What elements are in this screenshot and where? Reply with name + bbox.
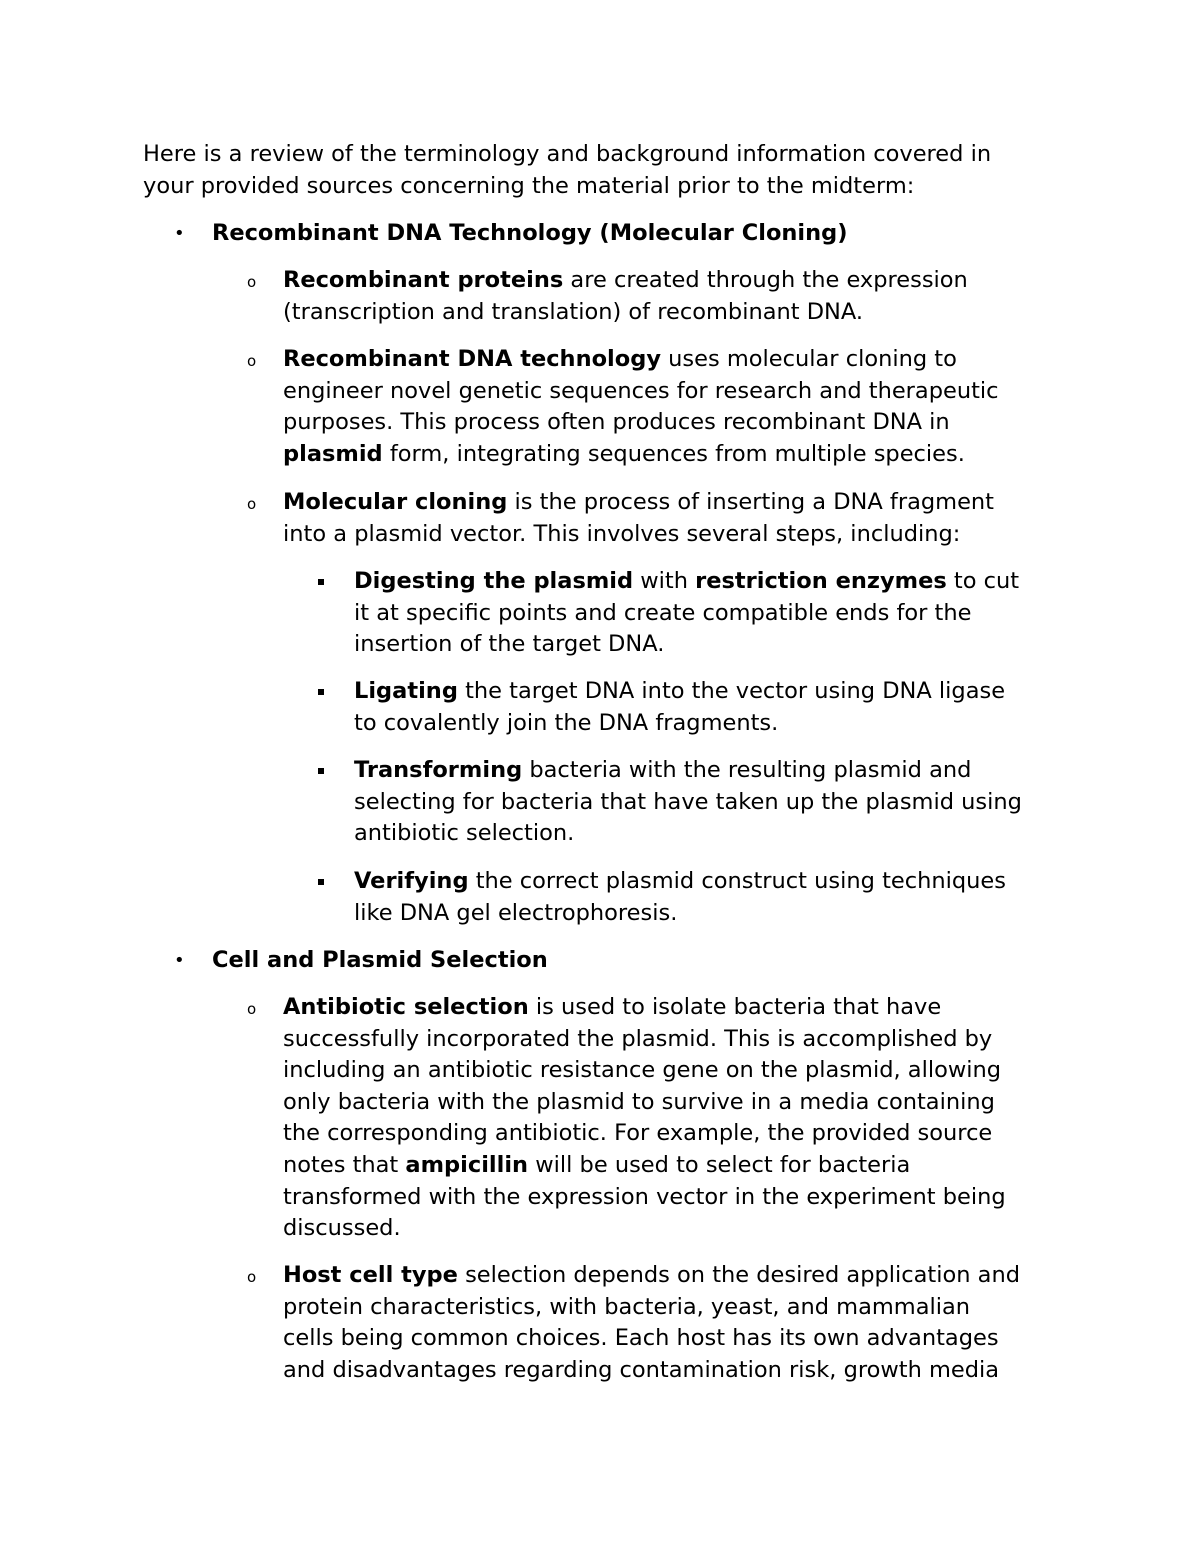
term: plasmid (283, 440, 383, 467)
circle-bullet-icon: o (247, 352, 257, 370)
intro-line: your provided sources concerning the material prior to the midterm: (143, 172, 915, 199)
text-run: the target DNA into the vector using DNA ligase (457, 678, 1006, 704)
bullet-icon: • (174, 223, 185, 244)
text-line (283, 344, 1073, 376)
text-line: and disadvantages regarding contamination risk, growth media (283, 1356, 1000, 1383)
text-line: into a plasmid vector. This involves several steps, including: (283, 520, 961, 547)
text-line: including an antibiotic resistance gene on the plasmid, allowing (283, 1057, 1002, 1084)
text-run: notes that (283, 1151, 406, 1178)
text-line (354, 566, 1084, 598)
text-run: with (633, 568, 696, 594)
text-line: purposes. This process often produces recombinant DNA in (283, 409, 950, 436)
circle-bullet-icon: o (247, 273, 257, 291)
text-line (283, 439, 1073, 471)
text-line: transformed with the expression vector in the experiment being (283, 1183, 1006, 1210)
list-item (354, 676, 1084, 739)
square-bullet-icon (318, 768, 324, 774)
text-line (283, 1260, 1073, 1292)
section-heading-text: Recombinant DNA Technology (Molecular Cloning) (212, 220, 848, 246)
text-line: discussed. (283, 1215, 401, 1242)
text-line: antibiotic selection. (354, 820, 575, 847)
list-item (354, 755, 1084, 850)
text-line (283, 265, 1073, 297)
list-item (354, 866, 1084, 929)
square-bullet-icon (318, 879, 324, 885)
square-bullet-icon (318, 579, 324, 585)
term: Molecular cloning (283, 489, 508, 515)
text-line (283, 992, 1073, 1024)
term: restriction enzymes (695, 568, 947, 594)
text-line: successfully incorporated the plasmid. This is accomplished by (283, 1025, 993, 1052)
circle-bullet-icon: o (247, 495, 257, 513)
text-line: (transcription and translation) of recombinant DNA. (283, 298, 864, 325)
term: Verifying (354, 868, 469, 894)
text-line: to covalently join the DNA fragments. (354, 709, 779, 736)
term: Host cell type (283, 1262, 458, 1288)
term: Antibiotic selection (283, 994, 529, 1020)
text-run: uses molecular cloning to (661, 346, 957, 372)
section-heading (212, 945, 1112, 977)
text-line: cells being common choices. Each host has its own advantages (283, 1325, 999, 1352)
text-line: insertion of the target DNA. (354, 631, 665, 658)
text-run: is the process of inserting a DNA fragment (507, 489, 995, 515)
text-line: the corresponding antibiotic. For example, the provided source (283, 1120, 993, 1147)
term: Recombinant proteins (283, 267, 564, 293)
list-item (283, 992, 1073, 1245)
text-run: bacteria with the resulting plasmid and (522, 757, 972, 783)
section-heading (212, 218, 1112, 250)
intro-line: Here is a review of the terminology and background information covered in (143, 141, 992, 167)
text-line: protein characteristics, with bacteria, yeast, and mammalian (283, 1293, 971, 1320)
term: Recombinant DNA technology (283, 346, 661, 372)
list-item (283, 344, 1073, 470)
text-run: will be used to select for bacteria (528, 1151, 911, 1178)
term: Transforming (354, 757, 523, 783)
circle-bullet-icon: o (247, 1000, 257, 1018)
bullet-icon: • (174, 950, 185, 971)
text-run: are created through the expression (563, 267, 968, 293)
text-run: is used to isolate bacteria that have (528, 994, 942, 1020)
term: Digesting the plasmid (354, 568, 634, 594)
text-line: like DNA gel electrophoresis. (354, 899, 678, 926)
square-bullet-icon (318, 689, 324, 695)
section-heading-text: Cell and Plasmid Selection (212, 947, 548, 973)
text-line (354, 755, 1084, 787)
term: Ligating (354, 678, 458, 704)
text-line: it at specific points and create compatible ends for the (354, 599, 972, 626)
text-run: selection depends on the desired application and (457, 1262, 1021, 1288)
text-line: only bacteria with the plasmid to survive in a media containing (283, 1088, 995, 1115)
list-item (354, 566, 1084, 661)
list-item (283, 265, 1073, 328)
text-run: to cut (946, 568, 1020, 594)
text-run: form, integrating sequences from multiple species. (382, 440, 965, 467)
text-line (283, 1150, 1073, 1182)
text-line: selecting for bacteria that have taken up the plasmid using (354, 788, 1022, 815)
text-line (354, 676, 1084, 708)
term: ampicillin (405, 1151, 529, 1178)
text-run: the correct plasmid construct using techniques (468, 868, 1006, 894)
text-line (354, 866, 1084, 898)
circle-bullet-icon: o (247, 1268, 257, 1286)
intro-paragraph (143, 139, 1083, 202)
text-line: engineer novel genetic sequences for research and therapeutic (283, 377, 999, 404)
list-item (283, 487, 1073, 550)
list-item (283, 1260, 1073, 1386)
text-line (283, 487, 1073, 519)
